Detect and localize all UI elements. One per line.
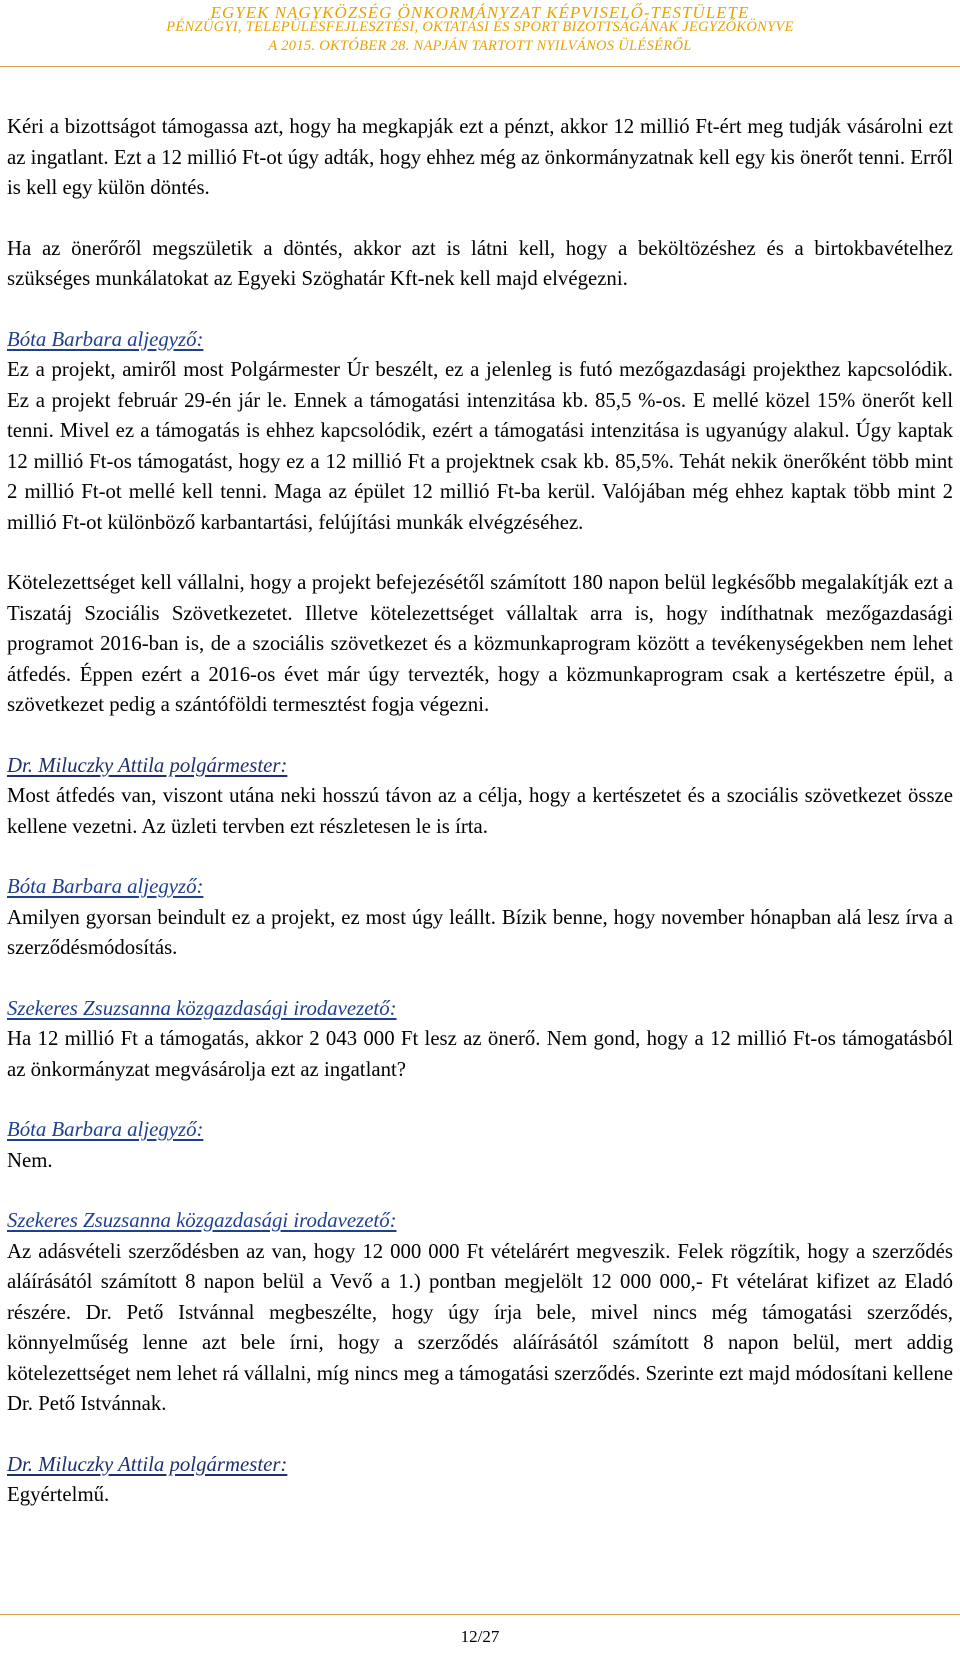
paragraph: Kötelezettséget kell vállalni, hogy a projekt befejezésétől számított 180 napon belül legkésőbb megalakítják ezt a Tiszatáj Szociális Szövetkezetet. Illetve kötelezettséget vállaltak arra is, hogy indíthatnak mezőgazdasági programot 2016-ban is, de a szociális szövetkezet és a közmunkaprogram között a tevékenységekben nem lehet átfedés. Éppen ezért a 2016-os évet már úgy tervezték, hogy a közmunkaprogram csak a kertészetre épül, a szövetkezet pedig a szántóföldi termesztést fogja végezni. xyxy=(7,571,953,716)
paragraph: Egyértelmű. xyxy=(7,1483,110,1506)
speaker-label: Bóta Barbara aljegyző: xyxy=(7,327,204,351)
header-council-title: EGYEK NAGYKÖZSÉG ÖNKORMÁNYZAT KÉPVISELŐ-TESTÜLETE xyxy=(210,3,750,22)
header-committee-title: PÉNZÜGYI, TELEPÜLÉSFEJLESZTÉSI, OKTATÁSI ÉS SPORT BIZOTTSÁGÁNAK JEGYZŐKÖNYVE xyxy=(166,19,794,35)
speaker-label: Szekeres Zsuzsanna közgazdasági irodavezető: xyxy=(7,1209,397,1232)
document-body xyxy=(7,112,953,1511)
paragraph: Nem. xyxy=(7,1148,53,1172)
speaker-label: Dr. Miluczky Attila polgármester: xyxy=(7,1452,288,1476)
speaker-label: Dr. Miluczky Attila polgármester: xyxy=(7,753,288,777)
speaker-label: Szekeres Zsuzsanna közgazdasági irodavezető: xyxy=(7,996,397,1020)
paragraph: Ha 12 millió Ft a támogatás, akkor 2 043 000 Ft lesz az önerő. Nem gond, hogy a 12 millió Ft-os támogatásból az önkormányzat megvásárolja ezt az ingatlant? xyxy=(7,1027,953,1081)
paragraph: Most átfedés van, viszont utána neki hosszú távon az a célja, hogy a kertészetet és a szociális szövetkezet össze kellene vezetni. Az üzleti tervben ezt részletesen le is írta. xyxy=(7,784,953,838)
speaker-label: Bóta Barbara aljegyző: xyxy=(7,1118,204,1141)
paragraph: Ez a projekt, amiről most Polgármester Úr beszélt, ez a jelenleg is futó mezőgazdasági projekthez kapcsolódik. Ez a projekt február 29-én jár le. Ennek a támogatási intenzitása kb. 85,5 %-os. E mellé közel 15% önerőt kell tenni. Mivel ez a támogatás is ehhez kapcsolódik, ezért a támogatási intenzitása is ugyanúgy alakul. Úgy kaptak 12 millió Ft-os támogatást, hogy ez a 12 millió Ft a projektnek csak kb. 85,5%. Tehát nekik önerőként több mint 2 millió Ft-ot mellé kell tenni. Maga az épület 12 millió Ft-ba kerül. Valójában még ehhez kaptak több mint 2 millió Ft-ot különböző karbantartási, felújítási munkák elvégzéséhez. xyxy=(7,358,953,534)
paragraph: Az adásvételi szerződésben az van, hogy 12 000 000 Ft vételárért megveszik. Felek rögzítik, hogy a szerződés aláírásától számított 8 napon belül a Vevő a 1.) pontban megjelölt 12 000 000,- Ft vételárat kifizet az Eladó részére. Dr. Pető Istvánnal megbeszélte, hogy úgy írja bele, mivel nincs még támogatási szerződés, könnyelműség lenne azt bele írni, hogy a szerződés aláírásától számított 8 napon belül, mert addig kötelezettséget nem lehet rá vállalni, míg nincs meg a támogatási szerződés. Szerinte ezt majd módosítani kellene Dr. Pető Istvánnak. xyxy=(7,1239,953,1415)
page-number: 12/27 xyxy=(460,1627,500,1646)
paragraph: Amilyen gyorsan beindult ez a projekt, ez most úgy leállt. Bízik benne, hogy november hónapban alá lesz írva a szerződésmódosítás. xyxy=(7,905,953,959)
header-divider xyxy=(0,66,960,67)
paragraph: Kéri a bizottságot támogassa azt, hogy ha megkapják ezt a pénzt, akkor 12 millió Ft-ért meg tudják vásárolni ezt az ingatlant. Ezt a 12 millió Ft-ot úgy adták, hogy ehhez még az önkormányzatnak kell egy kis önerőt tenni. Erről is kell egy külön döntés. xyxy=(7,115,953,199)
header-session-date: A 2015. OKTÓBER 28. NAPJÁN TARTOTT NYILVÁNOS ÜLÉSÉRŐL xyxy=(268,38,692,54)
footer-divider xyxy=(0,1614,960,1615)
paragraph: Ha az önerőről megszületik a döntés, akkor azt is látni kell, hogy a beköltözéshez és a birtokbavételhez szükséges munkálatokat az Egyeki Szöghatár Kft-nek kell majd elvégezni. xyxy=(7,236,953,290)
speaker-label: Bóta Barbara aljegyző: xyxy=(7,875,204,898)
